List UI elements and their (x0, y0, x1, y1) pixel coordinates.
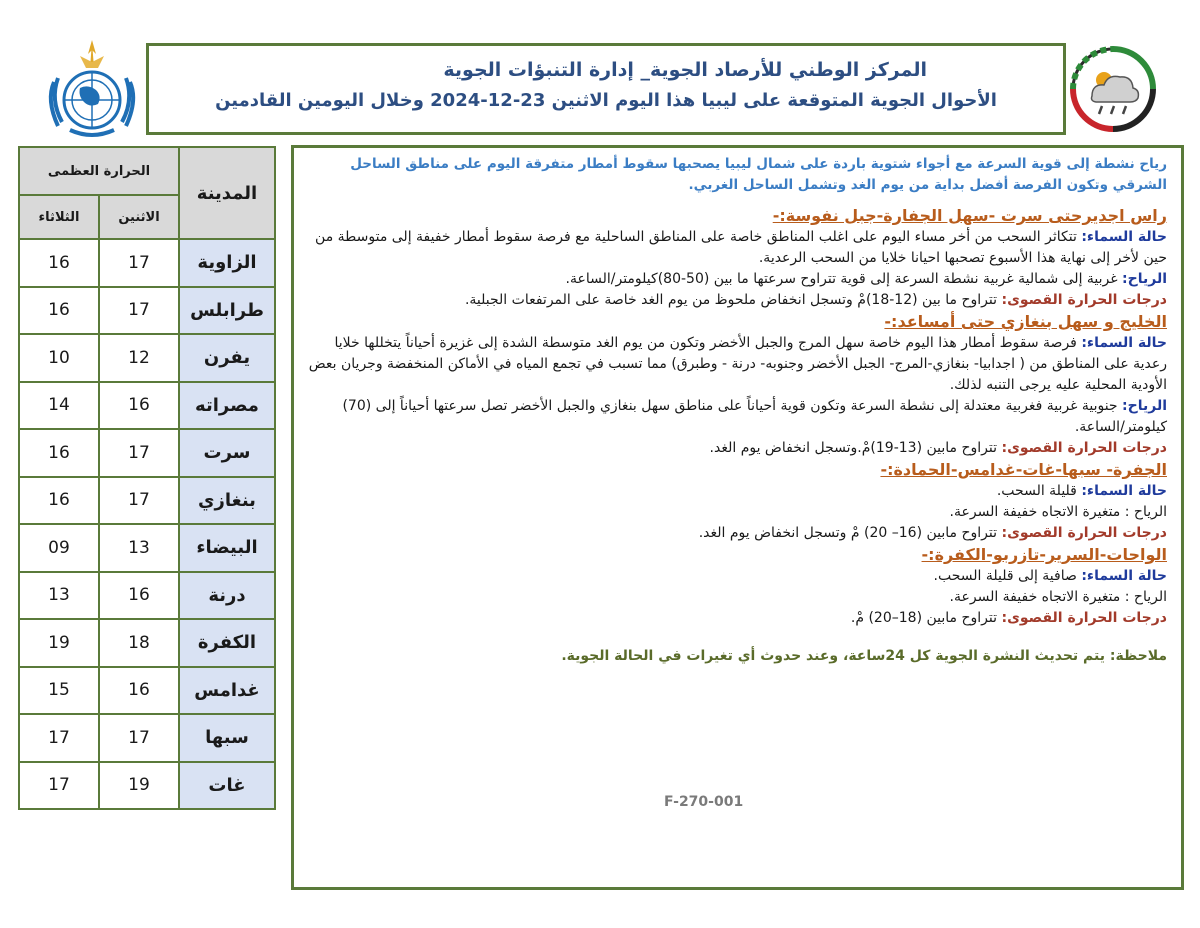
max-temperature (308, 523, 1167, 544)
city-header: المدينة (179, 147, 275, 239)
day2-header: الثلاثاء (19, 195, 99, 239)
section-title: الخليج و سهل بنغازي حتى أمساعد:- (884, 312, 1167, 331)
city-name: سبها (179, 714, 275, 762)
wmo-emblem (40, 38, 145, 143)
city-name: غات (179, 762, 275, 810)
city-name: طرابلس (179, 287, 275, 335)
temp-day1: 16 (99, 667, 179, 715)
temp-label: درجات الحرارة القصوى: (1001, 440, 1167, 456)
max-temperature (308, 290, 1167, 311)
temp-label: درجات الحرارة القصوى: (1001, 292, 1167, 308)
section-title: الواحات-السرير-تازربو-الكفرة:- (921, 545, 1167, 564)
sky-condition (308, 566, 1167, 587)
temp-label: درجات الحرارة القصوى: (1001, 525, 1167, 541)
temp-day2: 09 (19, 524, 99, 572)
temp-day2: 16 (19, 429, 99, 477)
city-name: يفرن (179, 334, 275, 382)
form-code: F-270-001 (664, 794, 744, 810)
temp-day2: 17 (19, 762, 99, 810)
temp-day1: 12 (99, 334, 179, 382)
sky-label: حالة السماء: (1081, 568, 1167, 584)
bulletin-intro: رياح نشطة إلى قوية السرعة مع أجواء شتوية باردة على شمال ليبيا يصحبها سقوط أمطار متفرقة اليوم على مناطق الساحل الشرقي وتكون الفرصة أفضل بداية من يوم الغد وتشمل الساحل الغربي. (350, 156, 1167, 193)
temp-day1: 17 (99, 429, 179, 477)
wind (308, 396, 1167, 438)
sky-condition (308, 333, 1167, 396)
temp-text: تتراوح مابين (16– 20) مْ وتسجل انخفاض يوم الغد. (698, 525, 1002, 541)
wind (308, 269, 1167, 290)
temp-text: تتراوح مابين (18–20) مْ. (850, 610, 1002, 626)
sky-label: حالة السماء: (1081, 229, 1167, 245)
temp-day1: 17 (99, 287, 179, 335)
city-name: سرت (179, 429, 275, 477)
wind-text: جنوبية غربية فغربية معتدلة إلى نشطة السرعة وتكون قوية أحياناً على مناطق سهل بنغازي والجبل الأخضر تصل سرعتها أحياناً إلى (70) كيلومتر/الساعة. (342, 398, 1167, 435)
update-note: ملاحظة: يتم تحديث النشرة الجوية كل 24ساعة، وعند حدوث أي تغيرات في الحالة الجوية. (561, 648, 1167, 664)
city-name: بنغازي (179, 477, 275, 525)
max-temperature (308, 608, 1167, 629)
header-title: المركز الوطني للأرصاد الجوية_ إدارة التنبؤات الجوية (443, 59, 927, 81)
city-name: الزاوية (179, 239, 275, 287)
temp-day1: 17 (99, 477, 179, 525)
temp-text: تتراوح مابين (13-19)مْ.وتسجل انخفاض يوم الغد. (709, 440, 1002, 456)
temp-day2: 16 (19, 287, 99, 335)
sky-text: صافية إلى قليلة السحب. (933, 568, 1082, 584)
bulletin-box (291, 145, 1184, 890)
wind: الرياح : متغيرة الاتجاه خفيفة السرعة. (949, 589, 1167, 605)
city-name: مصراته (179, 382, 275, 430)
temp-day1: 16 (99, 572, 179, 620)
temp-day2: 19 (19, 619, 99, 667)
wind-label: الرياح: (1122, 271, 1167, 287)
sky-condition (308, 481, 1167, 502)
temperature-table (18, 146, 276, 810)
section-title: الجفرة- سبها-غات-غدامس-الحمادة:- (880, 460, 1167, 479)
temp-day1: 17 (99, 714, 179, 762)
max-temperature (308, 438, 1167, 459)
ncm-logo (1068, 44, 1158, 134)
sky-text: قليلة السحب. (996, 483, 1082, 499)
city-name: البيضاء (179, 524, 275, 572)
temp-day2: 14 (19, 382, 99, 430)
sky-condition (308, 227, 1167, 269)
wind: الرياح : متغيرة الاتجاه خفيفة السرعة. (949, 504, 1167, 520)
city-name: الكفرة (179, 619, 275, 667)
day1-header: الاثنين (99, 195, 179, 239)
wind-label: الرياح: (1122, 398, 1167, 414)
sky-label: حالة السماء: (1081, 335, 1167, 351)
temp-day1: 13 (99, 524, 179, 572)
sky-label: حالة السماء: (1081, 483, 1167, 499)
temp-label: درجات الحرارة القصوى: (1001, 610, 1167, 626)
header-subtitle: الأحوال الجوية المتوقعة على ليبيا هذا اليوم الاثنين 23-12-2024 وخلال اليومين القادمين (215, 90, 997, 111)
temp-day1: 16 (99, 382, 179, 430)
temp-day2: 16 (19, 239, 99, 287)
temp-day2: 10 (19, 334, 99, 382)
city-name: درنة (179, 572, 275, 620)
max-temp-header: الحرارة العظمى (19, 147, 179, 195)
header-box (146, 43, 1066, 135)
temp-day2: 13 (19, 572, 99, 620)
wind-text: غربية إلى شمالية غربية نشطة السرعة إلى قوية تتراوح سرعتها ما بين (50-80)كيلومتر/الساعة. (565, 271, 1123, 287)
city-name: غدامس (179, 667, 275, 715)
temp-day2: 15 (19, 667, 99, 715)
temp-text: تتراوح ما بين (12-18)مْ وتسجل انخفاض ملحوظ من يوم الغد خاصة على المرتفعات الجبلية. (464, 292, 1002, 308)
temp-day2: 16 (19, 477, 99, 525)
temp-day2: 17 (19, 714, 99, 762)
temp-day1: 19 (99, 762, 179, 810)
sky-text: تتكاثر السحب من أخر مساء اليوم على اغلب المناطق خاصة على المناطق الساحلية مع فرصة سقوط أمطار خفيفة إلى متوسطة من حين لأخر إلى نهاية هذا الأسبوع تصحبها احيانا خلايا من السحب الرعدية. (315, 229, 1167, 266)
temp-day1: 17 (99, 239, 179, 287)
section-title: راس اجديرحتى سرت -سهل الجفارة-جبل نفوسة:- (772, 206, 1167, 225)
temp-day1: 18 (99, 619, 179, 667)
sky-text: فرصة سقوط أمطار هذا اليوم خاصة سهل المرج والجبل الأخضر وتكون من يوم الغد متوسطة الشدة إلى غزيرة أحياناً يتخللها خلايا رعدية على المناطق من ( اجدابيا- بنغازي-المرج- الجبل الأخضر وجنوبه- درنة - وطبرق) مما تسبب في تجمع المياه في الأماكن المنخفضة وجريان بعض الأودية المحلية عليه يرجى التنبه لذلك. (308, 335, 1167, 393)
